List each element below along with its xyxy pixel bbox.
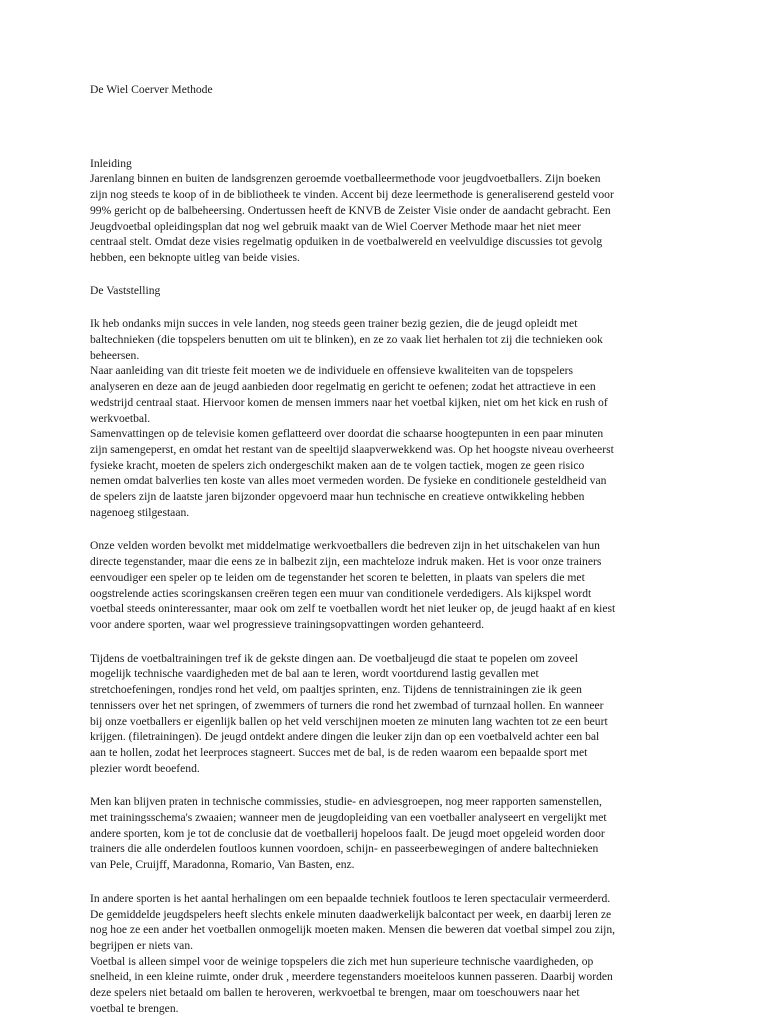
text-line: trainers die alle onderdelen foutloos kunnen voordoen, schijn- en passeerbewegingen of andere baltechnieken — [90, 842, 599, 856]
paragraph-para-2 — [90, 538, 688, 632]
paragraph-gap — [90, 298, 688, 316]
paragraph-para-3 — [90, 651, 688, 777]
text-line: nagenoeg stilgestaan. — [90, 505, 190, 519]
paragraph-para-1 — [90, 316, 688, 520]
text-line: oogstrelende acties scoringskansen creëren tegen een muur van conditionele verdedigers. Als kijkspel wordt — [90, 586, 592, 600]
text-line: In andere sporten is het aantal herhalingen om een bepaalde techniek foutloos te leren spectaculair vermeerderd. — [90, 891, 611, 905]
text-line: krijgen. (filetrainingen). De jeugd ontdekt andere dingen die leuker zijn dan op een voetbalveld achter een bal — [90, 730, 600, 744]
text-line: nog hoe ze een ander het voetballen onmogelijk moeten maken. Mensen die beweren dat voetbal simpel zou zijn, — [90, 923, 616, 937]
document-page — [90, 82, 688, 1016]
text-line: eenvoudiger een speler op te leiden om de tegenstander het scoren te beletten, in plaats van spelers die met — [90, 570, 585, 584]
text-line: De gemiddelde jeugdspelers heeft slechts enkele minuten daadwerkelijk balcontact per week, en daarbij leren ze — [90, 907, 612, 921]
text-line: plezier wordt beoefend. — [90, 761, 200, 775]
paragraph-gap — [90, 873, 688, 891]
text-line: Jeugdvoetbal opleidingsplan dat nog wel gebruik maakt van de Wiel Coerver Methode maar het niet meer — [90, 219, 581, 233]
text-line: 99% gericht op de balbeheersing. Ondertussen heeft de KNVB de Zeister Visie onder de aandacht gebracht. Een — [90, 203, 611, 217]
text-line: centraal stelt. Omdat deze visies regelmatig opduiken in de voetbalwereld en veelvuldige discussies tot gevolg — [90, 235, 603, 249]
paragraph-gap — [90, 266, 688, 283]
document-title: De Wiel Coerver Methode — [90, 83, 213, 96]
text-line: analyseren en deze aan de jeugd aanbieden door regelmatig en gericht te oefenen; zodat het attractieve in een — [90, 380, 596, 394]
text-line: met trainingsschema's zwaaien; wanneer men de jeugdopleiding van een voetballer analyseert en vergelijkt met — [90, 811, 607, 825]
text-line: deze spelers niet betaald om ballen te heroveren, werkvoetbal te brengen, maar om toeschouwers naar het — [90, 986, 580, 1000]
text-line: Naar aanleiding van dit trieste feit moeten we de individuele en offensieve kwaliteiten van de topspelers — [90, 364, 574, 378]
text-line: stretchoefeningen, rondjes rond het veld, om paaltjes sprinten, enz. Tijdens de tennistrainingen zie ik geen — [90, 683, 582, 697]
text-line: zijn nog steeds te koop of in de bibliotheek te vinden. Accent bij deze leermethode is generaliserend gesteld voor — [90, 188, 614, 202]
text-line: werkvoetbal. — [90, 411, 151, 425]
paragraph-para-4 — [90, 794, 688, 873]
text-line: begrijpen er niets van. — [90, 938, 194, 952]
text-line: Inleiding — [90, 156, 132, 170]
text-line: van Pele, Cruijff, Maradonna, Romario, Van Basten, enz. — [90, 858, 355, 872]
section-heading — [90, 283, 688, 299]
document-body — [90, 156, 688, 1017]
text-line: voetbal steeds oninteressanter, maar ook om zelf te voetballen wordt het niet leuker op, de jeugd haakt af en kiest — [90, 602, 616, 616]
text-line: Onze velden worden bevolkt met middelmatige werkvoetballers die bedreven zijn in het uitschakelen van hun — [90, 539, 600, 553]
text-line: mogelijk technische vaardigheden met de bal aan te leren, wordt voortdurend lastig gevallen met — [90, 667, 539, 681]
text-line: tennissers over het net springen, of zwemmers of turners die rond het zwembad of turnzaal hollen. En wanneer — [90, 698, 604, 712]
paragraph-gap — [90, 520, 688, 538]
text-line: de spelers zijn de laatste jaren bijzonder opgevoerd maar hun technische en creatieve ontwikkeling hebben — [90, 490, 585, 504]
text-line: directe tegenstander, maar die eens ze in balbezit zijn, een machteloze indruk maken. Het is voor onze trainers — [90, 555, 602, 569]
text-line: snelheid, in een kleine ruimte, onder druk , meerdere tegenstanders moeiteloos kunnen passeren. Daarbij worden — [90, 970, 613, 984]
text-line: Men kan blijven praten in technische commissies, studie- en adviesgroepen, nog meer rapporten samenstellen, — [90, 795, 602, 809]
text-line: baltechnieken (die topspelers benutten om uit te blinken), en ze zo vaak liet herhalen tot zij die technieken ook — [90, 333, 603, 347]
text-line: bij onze voetballers er eigenlijk ballen op het veld verschijnen moeten ze minuten lang wachten tot ze een beurt — [90, 714, 608, 728]
text-line: Samenvattingen op de televisie komen geflatteerd over doordat die schaarse hoogtepunten in een paar minuten — [90, 427, 604, 441]
text-line: hebben, een beknopte uitleg van beide visies. — [90, 250, 300, 264]
text-line: fysieke kracht, moeten de spelers zich ondergeschikt maken aan de te volgen tactiek, mogen ze geen risico — [90, 458, 585, 472]
text-line: De Vaststelling — [90, 283, 161, 297]
text-line: voetbal te brengen. — [90, 1001, 179, 1015]
text-line: zijn samengeperst, en omdat het restant van de speeltijd slaapverwekkend was. Op het hoogste niveau overheerst — [90, 442, 614, 456]
text-line: beheersen. — [90, 348, 140, 362]
paragraph-inleiding — [90, 156, 688, 266]
text-line: Tijdens de voetbaltrainingen tref ik de gekste dingen aan. De voetbaljeugd die staat te popelen om zoveel — [90, 651, 578, 665]
text-line: andere sporten, kom je tot de conclusie dat de voetballerij hopeloos faalt. De jeugd moet opgeleid worden door — [90, 826, 605, 840]
text-line: voor andere sporten, waar wel progressieve trainingsopvattingen worden gehanteerd. — [90, 617, 485, 631]
text-line: Voetbal is alleen simpel voor de weinige topspelers die zich met hun superieure technische vaardigheden, op — [90, 954, 594, 968]
paragraph-para-5 — [90, 891, 688, 1017]
text-line: wedstrijd centraal staat. Hiervoor komen de mensen immers naar het voetbal kijken, niet om het kick en rush of — [90, 395, 608, 409]
text-line: aan te hollen, zodat het leerproces stagneert. Succes met de bal, is de reden waarom een bepaalde sport met — [90, 745, 588, 759]
text-line: Ik heb ondanks mijn succes in vele landen, nog steeds geen trainer bezig gezien, die de jeugd opleidt met — [90, 317, 578, 331]
text-line: nemen omdat balverlies ten koste van alles moet vermeden worden. De fysieke en conditionele gesteldheid van — [90, 474, 607, 488]
paragraph-gap — [90, 633, 688, 651]
text-line: Jarenlang binnen en buiten de landsgrenzen geroemde voetballeermethode voor jeugdvoetballers. Zijn boeken — [90, 172, 601, 186]
paragraph-gap — [90, 776, 688, 794]
